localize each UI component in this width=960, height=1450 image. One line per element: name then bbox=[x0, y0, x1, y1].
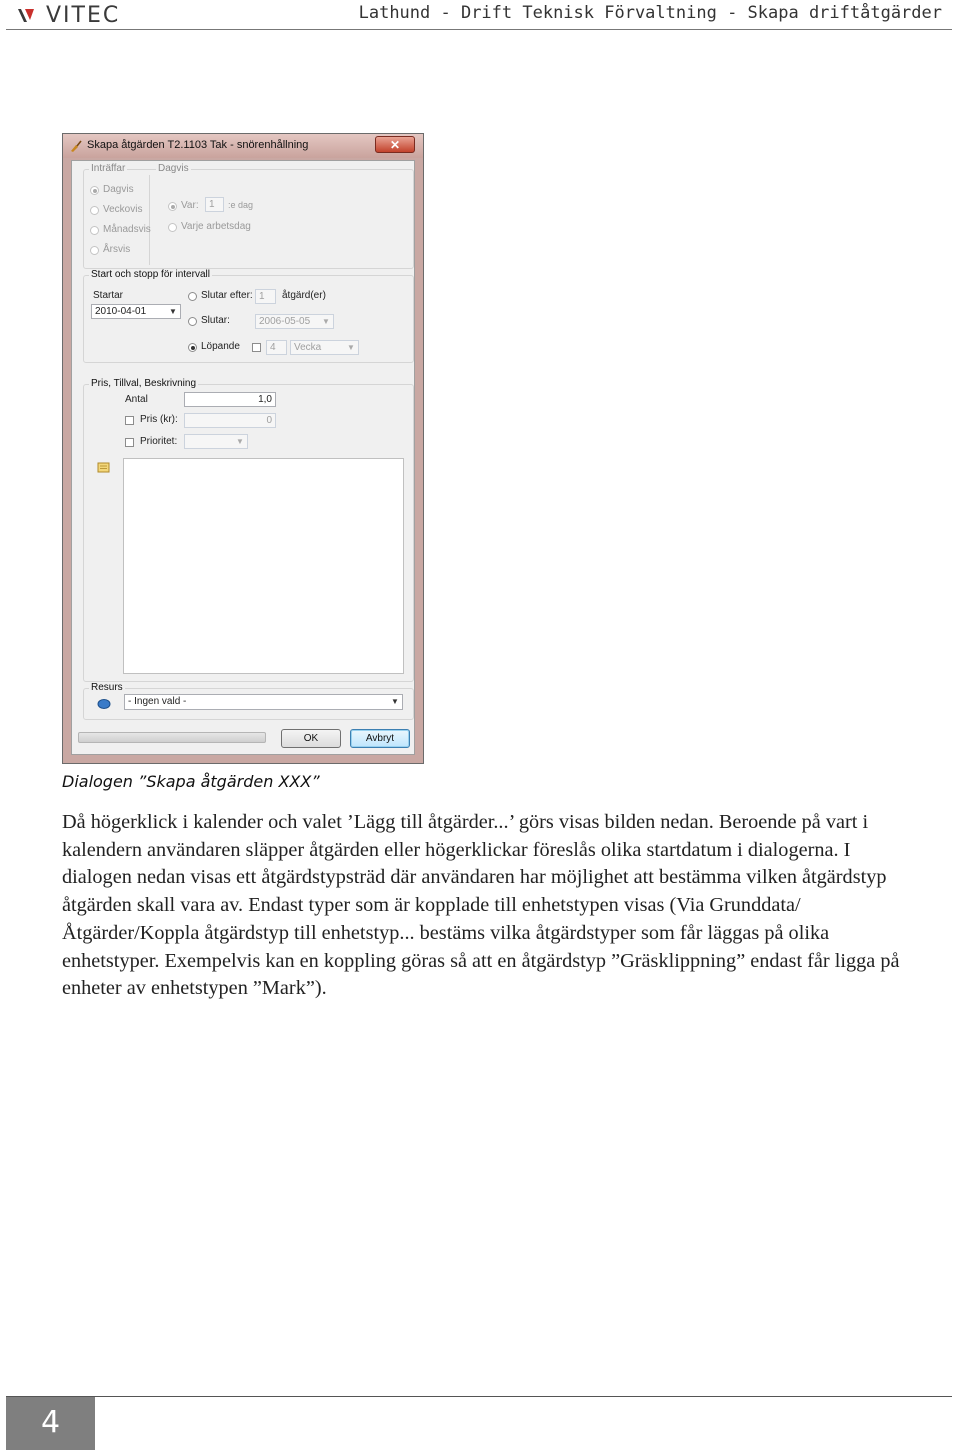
body-paragraph: Då högerklick i kalender och valet ’Lägg till åtgärder...’ görs visas bilden nedan. Beroende på vart i kalendern användaren släpper åtgärden eller högerklickar föreslås olika startdatum i dialogerna. I dialogen nedan visas ett åtgärdstypsträd där användaren har möjlighet att bestämma vilken åtgärdstyp åtgärden skall vara av. Endast typer som är kopplade till enhetstypen visas (Via Grunddata/Åtgärder/Koppla åtgärdstyp till enhetstyp... bestäms vilka åtgärdstyper som får läggas på olika enhetstyper. Exempelvis kan en koppling göras så att en åtgärdstyp ”Gräsklippning” endast får ligga på enheter av enhetstypen ”Mark”). bbox=[62, 811, 900, 1000]
figure-caption: Dialogen ”Skapa åtgärden XXX” bbox=[62, 772, 320, 791]
ends-date-picker[interactable] bbox=[255, 314, 334, 329]
radio-ends[interactable] bbox=[188, 317, 197, 326]
dialog-body bbox=[71, 160, 415, 755]
progress-bar bbox=[78, 732, 266, 743]
radio-dagvis[interactable] bbox=[90, 186, 99, 195]
running-unit-value: Vecka bbox=[294, 342, 322, 353]
start-date-picker[interactable] bbox=[91, 304, 181, 319]
interval-group-label: Start och stopp för intervall bbox=[91, 269, 210, 280]
resource-icon bbox=[97, 698, 111, 710]
cancel-button[interactable]: Avbryt bbox=[350, 729, 410, 748]
quantity-input[interactable]: 1,0 bbox=[184, 392, 276, 407]
ends-label: Slutar: bbox=[201, 315, 230, 326]
chevron-down-icon: ▼ bbox=[169, 307, 177, 316]
price-input[interactable]: 0 bbox=[184, 413, 276, 428]
resource-label: Resurs bbox=[91, 682, 123, 693]
radio-veckovis[interactable] bbox=[90, 206, 99, 215]
price-checkbox[interactable] bbox=[125, 416, 134, 425]
close-button[interactable] bbox=[375, 136, 415, 153]
running-checkbox[interactable] bbox=[252, 343, 261, 352]
close-icon: ✕ bbox=[389, 138, 401, 152]
ok-button[interactable]: OK bbox=[281, 729, 341, 748]
stop-after-label: Slutar efter: bbox=[201, 290, 253, 301]
broom-icon bbox=[69, 139, 83, 153]
dialog-screenshot bbox=[62, 133, 424, 764]
page-number: 4 bbox=[40, 1405, 61, 1440]
running-unit-select[interactable] bbox=[290, 340, 359, 355]
occurs-divider bbox=[149, 175, 150, 265]
chevron-down-icon: ▼ bbox=[236, 437, 244, 446]
dialog-title: Skapa åtgärden T2.1103 Tak - snörenhållning bbox=[87, 139, 309, 151]
radio-stop-after[interactable] bbox=[188, 292, 197, 301]
workday-label: Varje arbetsdag bbox=[181, 221, 251, 232]
page-number-box bbox=[6, 1397, 95, 1450]
ends-date-value: 2006-05-05 bbox=[259, 316, 311, 327]
dialog-titlebar bbox=[63, 134, 423, 158]
stop-after-suffix: åtgärd(er) bbox=[282, 290, 326, 301]
option-arsvis: Årsvis bbox=[103, 244, 131, 255]
running-label: Löpande bbox=[201, 341, 240, 352]
every-input[interactable]: 1 bbox=[205, 197, 224, 212]
option-dagvis: Dagvis bbox=[103, 184, 134, 195]
price-group-label: Pris, Tillval, Beskrivning bbox=[91, 378, 197, 389]
resource-value: - Ingen vald - bbox=[128, 696, 187, 707]
document-title: Lathund - Drift Teknisk Förvaltning - Skapa driftåtgärder bbox=[358, 3, 942, 23]
radio-manadsvis[interactable] bbox=[90, 226, 99, 235]
chevron-down-icon: ▼ bbox=[391, 697, 399, 706]
vitec-logo-icon bbox=[16, 5, 36, 25]
radio-every[interactable] bbox=[168, 202, 177, 211]
vitec-logo bbox=[16, 3, 120, 27]
chevron-down-icon: ▼ bbox=[347, 343, 355, 352]
option-veckovis: Veckovis bbox=[103, 204, 143, 215]
every-suffix: :e dag bbox=[228, 200, 254, 210]
occurs-group-label: Inträffar bbox=[91, 163, 126, 174]
radio-workday[interactable] bbox=[168, 223, 177, 232]
chevron-down-icon: ▼ bbox=[322, 317, 330, 326]
logo-wordmark: VITEC bbox=[46, 2, 121, 28]
every-label: Var: bbox=[181, 200, 199, 211]
footer-divider bbox=[6, 1396, 952, 1397]
radio-running[interactable] bbox=[188, 343, 197, 352]
start-date-value: 2010-04-01 bbox=[95, 306, 147, 317]
daily-group-label: Dagvis bbox=[158, 163, 189, 174]
start-label: Startar bbox=[93, 290, 124, 301]
interval-group bbox=[83, 275, 414, 363]
description-textarea[interactable] bbox=[123, 458, 404, 674]
priority-label: Prioritet: bbox=[140, 436, 178, 447]
resource-select[interactable] bbox=[124, 694, 403, 710]
priority-checkbox[interactable] bbox=[125, 438, 134, 447]
price-label: Pris (kr): bbox=[140, 414, 178, 425]
priority-select[interactable] bbox=[184, 434, 248, 449]
quantity-label: Antal bbox=[125, 394, 148, 405]
radio-arsvis[interactable] bbox=[90, 246, 99, 255]
option-manadsvis: Månadsvis bbox=[103, 224, 151, 235]
stop-after-input[interactable]: 1 bbox=[255, 289, 276, 304]
page-header bbox=[0, 0, 960, 32]
note-icon bbox=[97, 461, 111, 473]
header-divider bbox=[6, 29, 952, 30]
running-count-input[interactable]: 4 bbox=[266, 340, 287, 355]
